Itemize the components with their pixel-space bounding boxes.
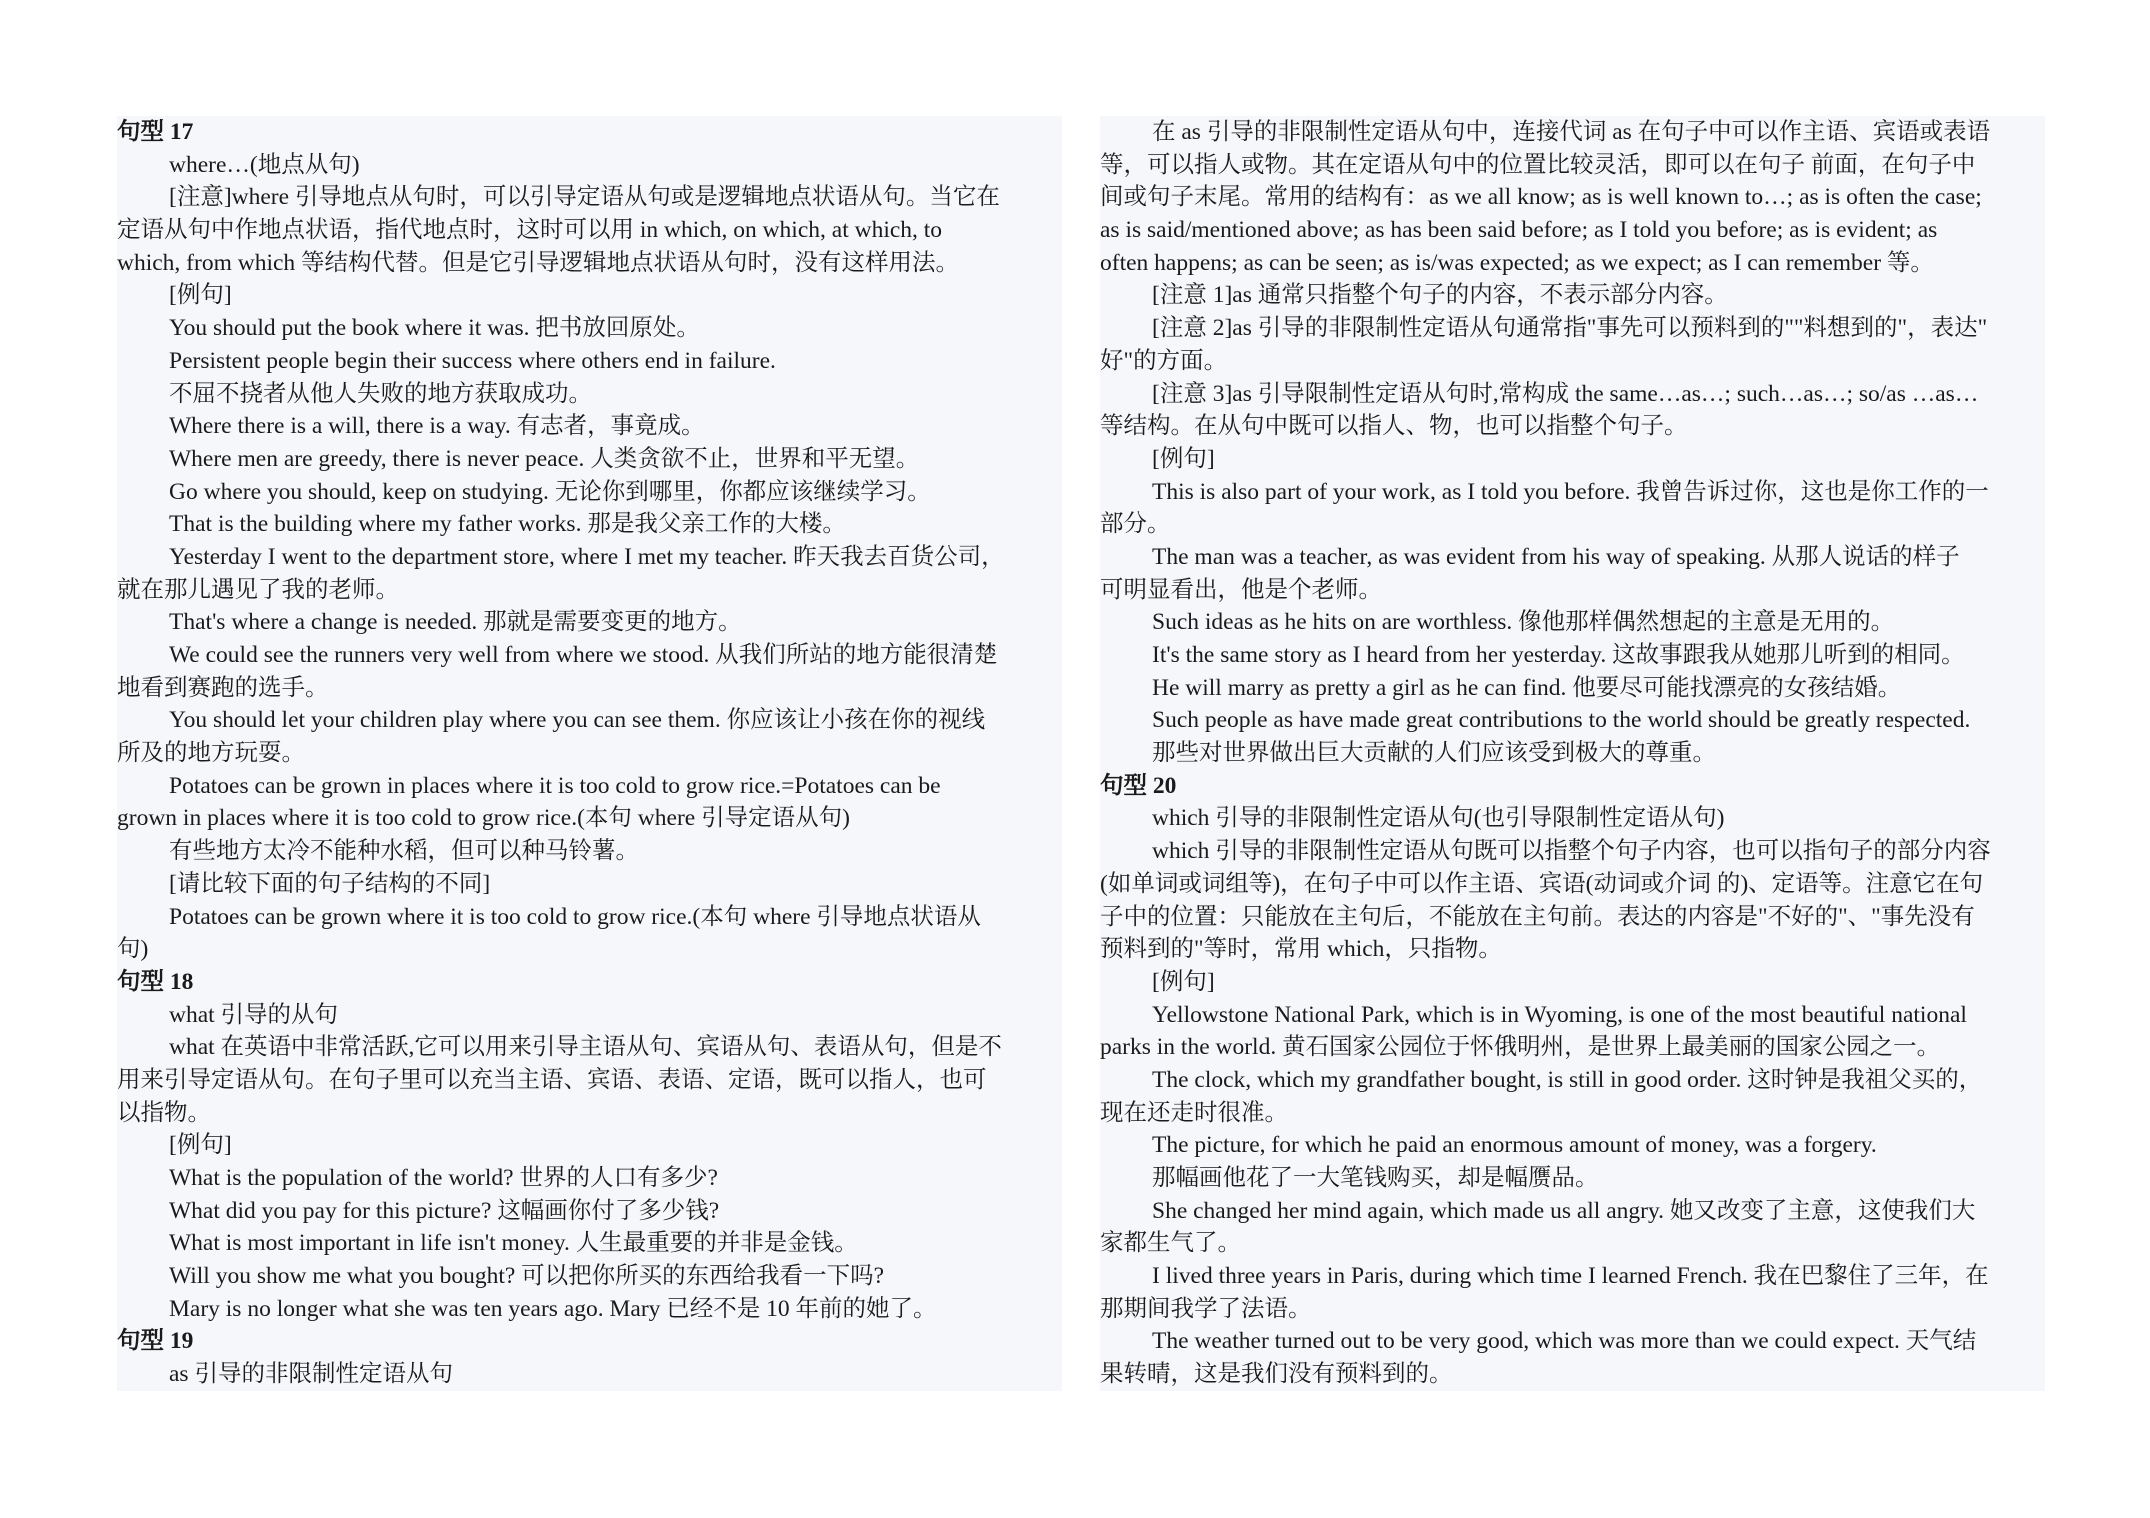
text-line: Such people as have made great contributions to the world should be greatly respected. <box>1152 707 1971 734</box>
text-line: 所及的地方玩耍。 <box>117 740 305 767</box>
text-line: 不屈不挠者从他人失败的地方获取成功。 <box>169 380 592 407</box>
text-line: Yellowstone National Park, which is in Wyoming, is one of the most beautiful national <box>1152 1001 1967 1028</box>
text-line: [注意 2]as 引导的非限制性定语从句通常指"事先可以预料到的""料想到的"，表达" <box>1152 315 1988 342</box>
section-heading: 句型 18 <box>117 968 194 995</box>
text-line: Such ideas as he hits on are worthless. 像他那样偶然想起的主意是无用的。 <box>1152 609 1895 636</box>
text-line: 家都生气了。 <box>1100 1230 1241 1257</box>
left-column <box>117 116 1062 1391</box>
text-line: 那期间我学了法语。 <box>1100 1295 1312 1322</box>
text-line: [注意 1]as 通常只指整个句子的内容，不表示部分内容。 <box>1152 282 1728 309</box>
text-line: what 在英语中非常活跃,它可以用来引导主语从句、宾语从句、表语从句，但是不 <box>169 1034 1002 1061</box>
text-line: [注意]where 引导地点从句时，可以引导定语从句或是逻辑地点状语从句。当它在 <box>169 184 1000 211</box>
text-line: Persistent people begin their success where others end in failure. <box>169 347 776 374</box>
text-line: which, from which 等结构代替。但是它引导逻辑地点状语从句时，没有这样用法。 <box>117 249 960 276</box>
text-line: Potatoes can be grown in places where it is too cold to grow rice.=Potatoes can be <box>169 772 941 799</box>
text-line: parks in the world. 黄石国家公园位于怀俄明州，是世界上最美丽的国家公园之一。 <box>1100 1034 1941 1061</box>
text-line: [例句] <box>169 1132 232 1159</box>
text-line: You should let your children play where you can see them. 你应该让小孩在你的视线 <box>169 707 986 734</box>
text-line: grown in places where it is too cold to grow rice.(本句 where 引导定语从句) <box>117 805 850 832</box>
text-line: 用来引导定语从句。在句子里可以充当主语、宾语、表语、定语，既可以指人，也可 <box>117 1066 987 1093</box>
text-line: What did you pay for this picture? 这幅画你付了多少钱? <box>169 1197 720 1224</box>
text-line: 有些地方太冷不能种水稻，但可以种马铃薯。 <box>169 838 639 865</box>
text-line: 可明显看出，他是个老师。 <box>1100 576 1382 603</box>
section-heading: 句型 20 <box>1100 772 1177 799</box>
text-line: 定语从句中作地点状语，指代地点时，这时可以用 in which, on which, at which, to <box>117 217 943 244</box>
text-line: 地看到赛跑的选手。 <box>117 674 329 701</box>
text-line: where…(地点从句) <box>169 151 360 178</box>
text-line: [例句] <box>169 282 232 309</box>
text-line: 那幅画他花了一大笔钱购买，却是幅赝品。 <box>1152 1165 1599 1191</box>
text-line: (如单词或词组等)，在句子中可以作主语、宾语(动词或介词 的)、定语等。注意它在句 <box>1100 870 1984 897</box>
text-line: [例句] <box>1152 968 1215 995</box>
text-line: 部分。 <box>1100 511 1171 538</box>
text-line: The clock, which my grandfather bought, is still in good order. 这时钟是我祖父买的， <box>1152 1066 1983 1093</box>
right-column <box>1100 116 2045 1391</box>
text-line: 等，可以指人或物。其在定语从句中的位置比较灵活，即可以在句子 前面，在句子中 <box>1100 151 1976 178</box>
text-line: Yesterday I went to the department store, where I met my teacher. 昨天我去百货公司， <box>169 543 1005 570</box>
text-line: The man was a teacher, as was evident from his way of speaking. 从那人说话的样子 <box>1152 543 1960 570</box>
text-line: 以指物。 <box>117 1099 211 1126</box>
text-line: I lived three years in Paris, during which time I learned French. 我在巴黎住了三年，在 <box>1152 1263 1989 1290</box>
text-line: It's the same story as I heard from her yesterday. 这故事跟我从她那儿听到的相同。 <box>1152 642 1965 668</box>
text-line: [注意 3]as 引导限制性定语从句时,常构成 the same…as…; such…as…; so/as …as… <box>1152 380 1979 407</box>
text-line: That is the building where my father works. 那是我父亲工作的大楼。 <box>169 511 846 538</box>
text-line: This is also part of your work, as I told you before. 我曾告诉过你，这也是你工作的一 <box>1152 478 1989 505</box>
text-line: 在 as 引导的非限制性定语从句中，连接代词 as 在句子中可以作主语、宾语或表语 <box>1152 119 1991 145</box>
section-heading: 句型 19 <box>117 1328 194 1355</box>
text-line: The picture, for which he paid an enormous amount of money, was a forgery. <box>1152 1132 1877 1159</box>
text-line: often happens; as can be seen; as is/was expected; as we expect; as I can remember 等。 <box>1100 249 1934 276</box>
text-line: She changed her mind again, which made us all angry. 她又改变了主意，这使我们大 <box>1152 1197 1976 1224</box>
text-line: 那些对世界做出巨大贡献的人们应该受到极大的尊重。 <box>1152 740 1716 767</box>
text-line: Mary is no longer what she was ten years ago. Mary 已经不是 10 年前的她了。 <box>169 1295 937 1322</box>
text-line: 果转晴，这是我们没有预料到的。 <box>1100 1361 1453 1388</box>
text-line: What is the population of the world? 世界的人口有多少? <box>169 1165 718 1191</box>
text-line: [请比较下面的句子结构的不同] <box>169 870 491 897</box>
text-line: The weather turned out to be very good, which was more than we could expect. 天气结 <box>1152 1328 1977 1355</box>
text-line: which 引导的非限制性定语从句既可以指整个句子内容，也可以指句子的部分内容 <box>1152 838 1991 865</box>
text-line: what 引导的从句 <box>169 1001 339 1028</box>
text-line: 间或句子末尾。常用的结构有：as we all know; as is well known to…; as is often the case; <box>1100 184 1982 211</box>
text-line: What is most important in life isn't money. 人生最重要的并非是金钱。 <box>169 1230 858 1257</box>
text-line: [例句] <box>1152 445 1215 472</box>
text-line: We could see the runners very well from where we stood. 从我们所站的地方能很清楚 <box>169 642 998 668</box>
text-line: 就在那儿遇见了我的老师。 <box>117 576 399 603</box>
text-line: 预料到的"等时，常用 which，只指物。 <box>1100 936 1502 963</box>
text-line: He will marry as pretty a girl as he can find. 他要尽可能找漂亮的女孩结婚。 <box>1152 674 1902 701</box>
text-line: That's where a change is needed. 那就是需要变更的地方。 <box>169 609 742 636</box>
text-line: 好"的方面。 <box>1100 347 1228 374</box>
text-line: 等结构。在从句中既可以指人、物，也可以指整个句子。 <box>1100 413 1688 440</box>
text-line: as 引导的非限制性定语从句 <box>169 1361 453 1388</box>
text-line: Where there is a will, there is a way. 有志者，事竟成。 <box>169 413 705 440</box>
text-line: 子中的位置：只能放在主句后，不能放在主句前。表达的内容是"不好的"、"事先没有 <box>1100 903 1975 930</box>
text-line: Will you show me what you bought? 可以把你所买的东西给我看一下吗? <box>169 1263 885 1290</box>
text-line: which 引导的非限制性定语从句(也引导限制性定语从句) <box>1152 805 1725 832</box>
text-line: 句) <box>117 936 149 963</box>
text-line: Go where you should, keep on studying. 无论你到哪里，你都应该继续学习。 <box>169 478 931 505</box>
text-line: as is said/mentioned above; as has been said before; as I told you before; as is evident; as <box>1100 217 1938 244</box>
text-line: Potatoes can be grown where it is too cold to grow rice.(本句 where 引导地点状语从 <box>169 903 981 930</box>
text-line: Where men are greedy, there is never peace. 人类贪欲不止，世界和平无望。 <box>169 445 920 472</box>
text-line: You should put the book where it was. 把书放回原处。 <box>169 315 700 342</box>
text-line: 现在还走时很准。 <box>1100 1099 1288 1126</box>
section-heading: 句型 17 <box>117 119 194 145</box>
